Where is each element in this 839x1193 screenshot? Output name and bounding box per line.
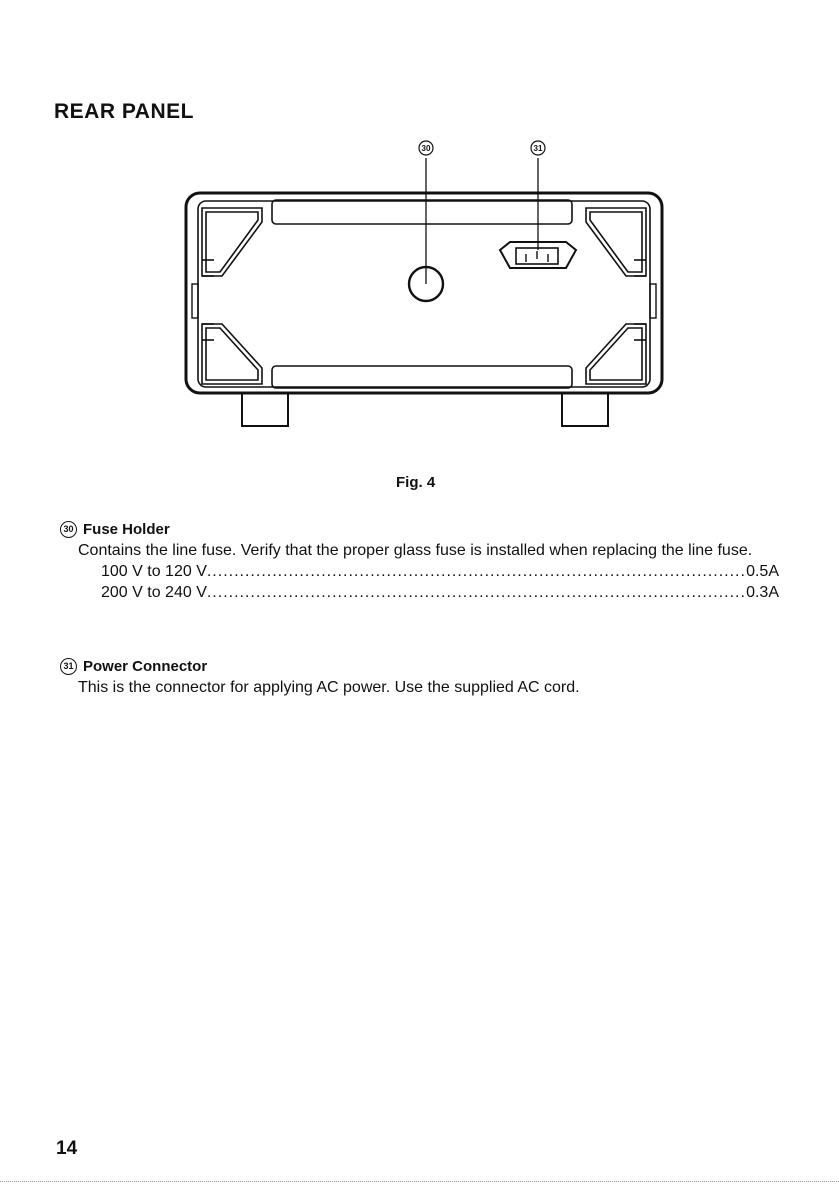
item-number-badge: 30 xyxy=(60,521,77,538)
fuse-spec-row xyxy=(101,583,779,602)
bottom-rail xyxy=(272,366,572,388)
corner-bracket-bottom-left xyxy=(202,324,262,384)
corner-bracket-top-left xyxy=(202,208,262,276)
callout-number-fuse: 30 xyxy=(421,144,431,153)
rear-panel-drawing xyxy=(180,138,670,438)
fuse-holder-title: Fuse Holder xyxy=(83,521,170,538)
rear-panel-figure xyxy=(180,138,670,438)
fuse-spec-value: 0.3A xyxy=(746,584,779,601)
page-number: 14 xyxy=(56,1138,78,1159)
panel-inner-frame xyxy=(198,201,650,387)
fuse-spec-row xyxy=(101,562,779,581)
fuse-holder-title-row xyxy=(60,520,790,539)
corner-bracket-top-right xyxy=(586,208,646,276)
callout-number-power: 31 xyxy=(533,144,543,153)
right-latch xyxy=(650,284,656,318)
figure-caption: Fig. 4 xyxy=(396,474,436,491)
fuse-holder-description: Contains the line fuse. Verify that the proper glass fuse is installed when replacing the line fuse. xyxy=(78,542,753,559)
power-connector-description: This is the connector for applying AC power. Use the supplied AC cord. xyxy=(78,679,580,696)
fuse-spec-label: 200 V to 240 V xyxy=(101,584,207,601)
dot-leader xyxy=(207,562,746,581)
power-connector-section xyxy=(60,657,790,697)
dot-leader xyxy=(207,583,746,602)
right-foot xyxy=(562,394,608,426)
power-connector-title: Power Connector xyxy=(83,658,208,675)
fuse-spec-label: 100 V to 120 V xyxy=(101,563,207,580)
page-heading: REAR PANEL xyxy=(54,100,194,123)
corner-bracket-bottom-right xyxy=(586,324,646,384)
fuse-spec-value: 0.5A xyxy=(746,563,779,580)
bottom-rule xyxy=(0,1181,839,1182)
top-rail xyxy=(272,200,572,224)
power-connector-title-row xyxy=(60,657,790,676)
left-latch xyxy=(192,284,198,318)
left-foot xyxy=(242,394,288,426)
fuse-holder-section xyxy=(60,520,790,602)
item-number-badge: 31 xyxy=(60,658,77,675)
